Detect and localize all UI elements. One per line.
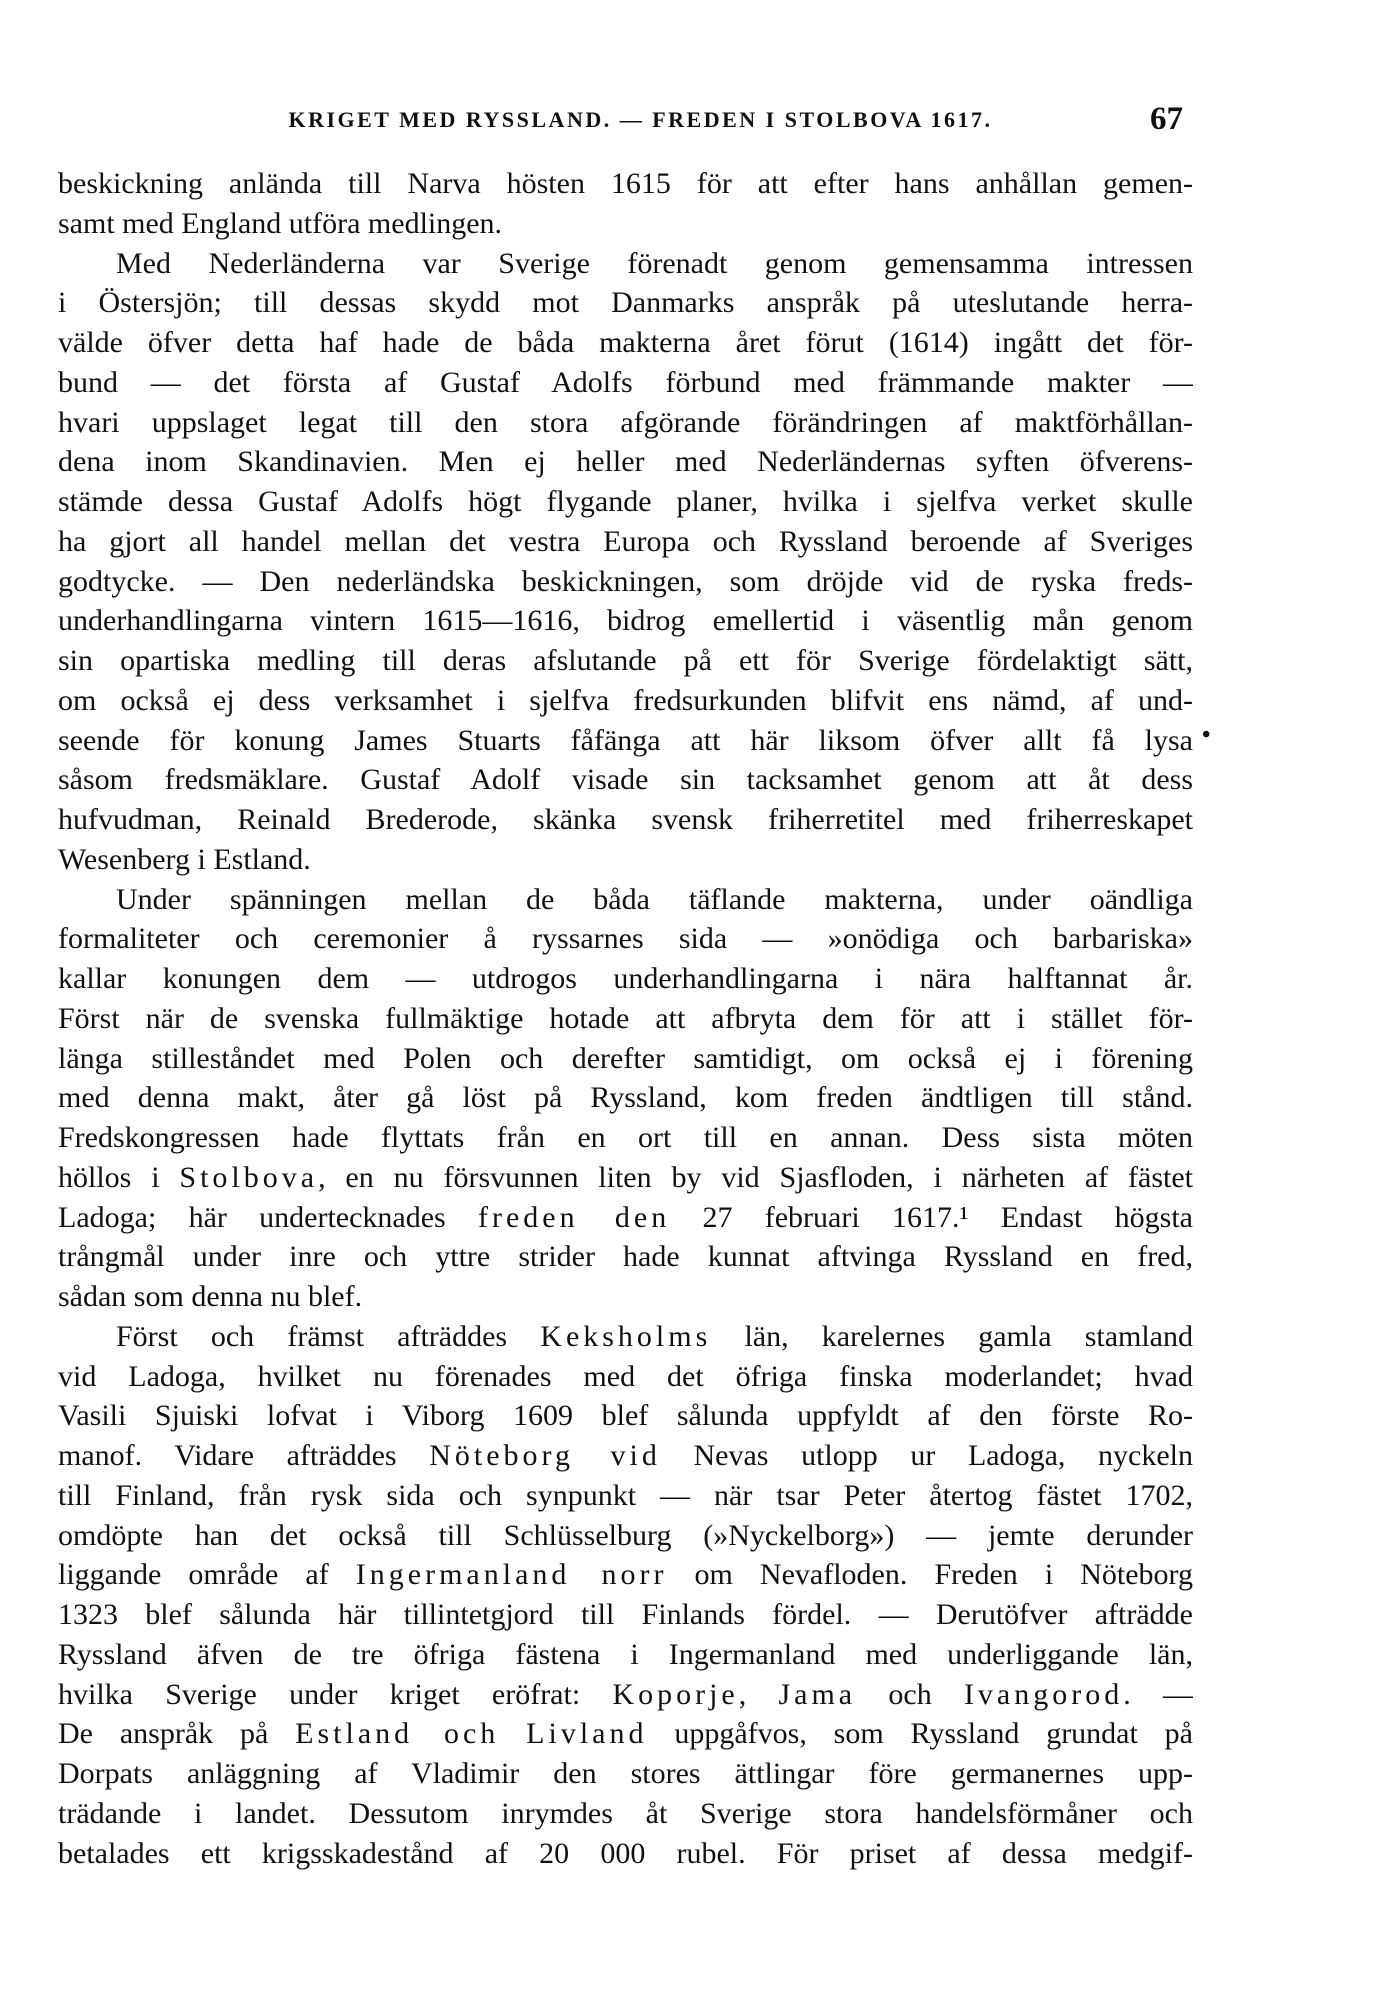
text-line: välde öfver detta haf hade de båda makterna året förut (1614) ingått det för-: [58, 326, 1193, 359]
paragraph-first-line: Under spänningen mellan de båda täflande makterna, under oändliga: [116, 882, 1193, 916]
text-line: dena inom Skandinavien. Men ej heller med Nederländernas syften öfverens-: [58, 445, 1193, 479]
text-line: med denna makt, åter gå löst på Ryssland, kom freden ändtligen till stånd.: [58, 1081, 1193, 1115]
text-line: bund — det första af Gustaf Adolfs förbund med främmande makter —: [58, 365, 1193, 399]
paragraph-first-line: Först och främst afträddes Keksholms län, karelernes gamla stamland: [116, 1319, 1193, 1353]
text-line: De anspråk på Estland och Livland uppgåfvos, som Ryssland grundat på: [58, 1717, 1193, 1751]
text-line: hvari uppslaget legat till den stora afgörande förändringen af maktförhållan-: [58, 405, 1193, 439]
text-line: beskickning anlända till Narva hösten 1615 för att efter hans anhållan gemen-: [58, 167, 1193, 200]
text-line: Ryssland äfven de tre öfriga fästena i Ingermanland med underliggande län,: [58, 1637, 1193, 1671]
margin-dot: •: [1202, 722, 1211, 748]
text-line: 1323 blef sålunda här tillintetgjord till Finlands fördel. — Derutöfver afträdde: [58, 1598, 1193, 1631]
text-line: godtycke. — Den nederländska beskickningen, som dröjde vid de ryska freds-: [58, 564, 1193, 598]
page-number: 67: [1150, 101, 1183, 137]
text-line: Fredskongressen hade flyttats från en ort till en annan. Dess sista möten: [58, 1121, 1193, 1154]
text-line: sådan som denna nu blef.: [58, 1280, 363, 1313]
running-title: KRIGET MED RYSSLAND. — FREDEN I STOLBOVA 1617.: [288, 107, 993, 132]
text-line: höllos i Stolbova, en nu försvunnen liten by vid Sjasfloden, i närheten af fästet: [58, 1160, 1193, 1194]
text-line: såsom fredsmäklare. Gustaf Adolf visade sin tacksamhet genom att åt dess: [58, 763, 1193, 797]
text-line: omdöpte han det också till Schlüsselburg (»Nyckelborg») — jemte derunder: [58, 1518, 1193, 1552]
text-line: i Östersjön; till dessas skydd mot Danmarks anspråk på uteslutande herra-: [58, 286, 1193, 320]
running-head: [188, 103, 1183, 143]
text-line: formaliteter och ceremonier å ryssarnes sida — »onödiga och barbariska»: [58, 922, 1193, 956]
text-line: liggande område af Ingermanland norr om Nevafloden. Freden i Nöteborg: [58, 1558, 1193, 1592]
text-line: kallar konungen dem — utdrogos underhandlingarna i nära halftannat år.: [58, 962, 1193, 995]
text-line: ha gjort all handel mellan det vestra Europa och Ryssland beroende af Sveriges: [58, 524, 1193, 558]
text-line: till Finland, från rysk sida och synpunkt — när tsar Peter återtog fästet 1702,: [58, 1478, 1193, 1512]
text-line: länga stilleståndet med Polen och derefter samtidigt, om också ej i förening: [58, 1041, 1193, 1075]
text-line: samt med England utföra medlingen.: [58, 206, 503, 240]
text-line: Dorpats anläggning af Vladimir den stores ättlingar före germanernes upp-: [58, 1757, 1193, 1790]
text-line: hvilka Sverige under kriget eröfrat: Koporje, Jama och Ivangorod. —: [58, 1677, 1193, 1711]
text-line: trädande i landet. Dessutom inrymdes åt Sverige stora handelsförmåner och: [58, 1796, 1193, 1830]
text-line: sin opartiska medling till deras afslutande på ett för Sverige fördelaktigt sätt,: [58, 644, 1193, 677]
text-line: seende för konung James Stuarts fåfänga att här liksom öfver allt få lysa: [58, 723, 1193, 757]
text-line: hufvudman, Reinald Brederode, skänka svensk friherretitel med friherreskapet: [58, 803, 1193, 836]
text-line: stämde dessa Gustaf Adolfs högt flygande planer, hvilka i sjelfva verket skulle: [58, 485, 1193, 518]
text-line: Först när de svenska fullmäktige hotade att afbryta dem för att i stället för-: [58, 1001, 1193, 1035]
text-line: manof. Vidare afträddes Nöteborg vid Nevas utlopp ur Ladoga, nyckeln: [58, 1439, 1193, 1472]
paragraph-first-line: Med Nederländerna var Sverige förenadt genom gemensamma intressen: [116, 246, 1193, 280]
text-line: vid Ladoga, hvilket nu förenades med det öfriga finska moderlandet; hvad: [58, 1359, 1193, 1393]
text-line: Ladoga; här undertecknades freden den 27 februari 1617.¹ Endast högsta: [58, 1200, 1193, 1234]
text-line: underhandlingarna vintern 1615—1616, bidrog emellertid i väsentlig mån genom: [58, 604, 1193, 638]
text-line: Wesenberg i Estland.: [58, 842, 311, 876]
text-line: Vasili Sjuiski lofvat i Viborg 1609 blef sålunda uppfyldt af den förste Ro-: [58, 1399, 1193, 1433]
text-line: betalades ett krigsskadestånd af 20 000 rubel. För priset af dessa medgif-: [58, 1836, 1193, 1870]
text-line: trångmål under inre och yttre strider hade kunnat aftvinga Ryssland en fred,: [58, 1240, 1193, 1274]
body-text: [58, 164, 1193, 1873]
text-line: om också ej dess verksamhet i sjelfva fredsurkunden blifvit ens nämd, af und-: [58, 683, 1193, 717]
